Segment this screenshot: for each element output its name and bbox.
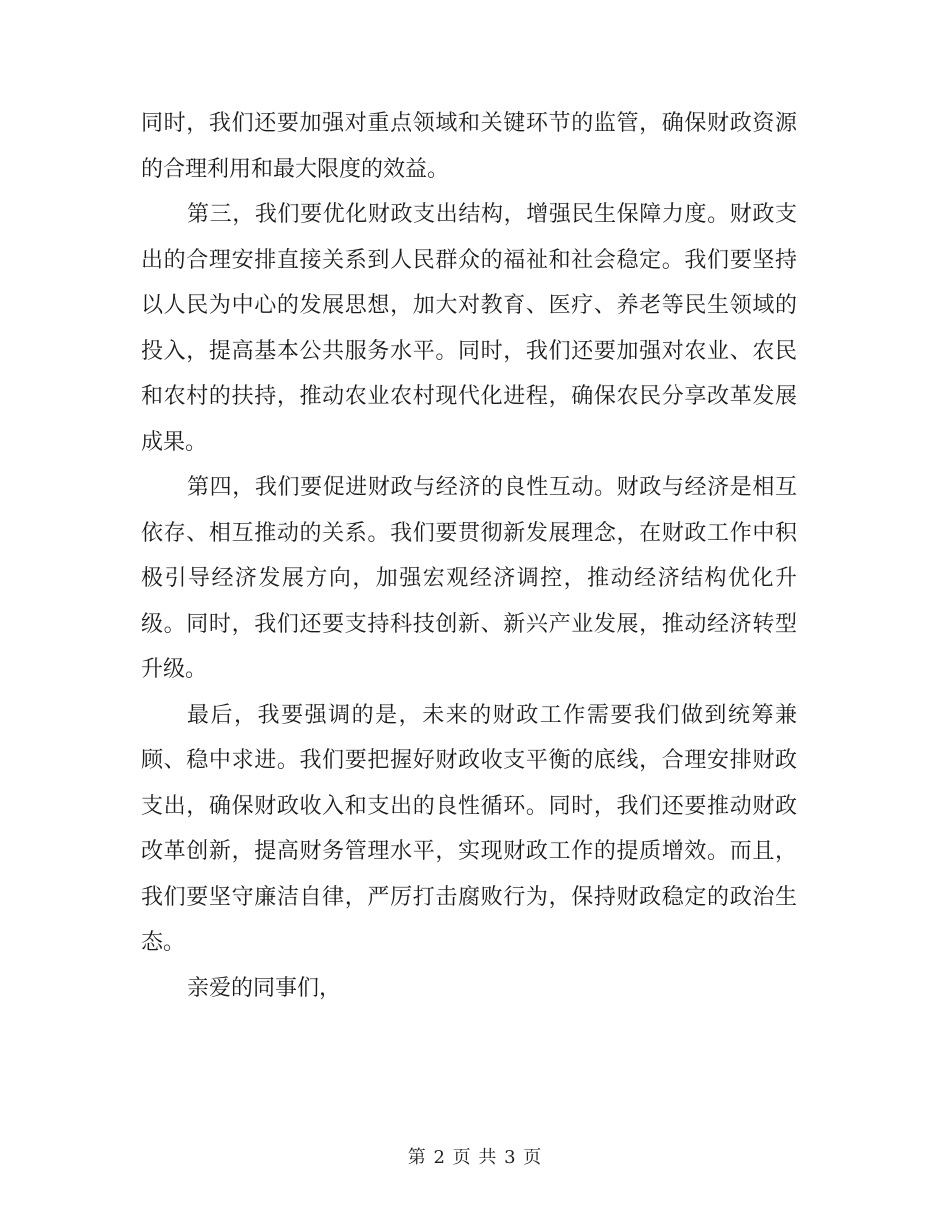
paragraph-salutation: 亲爱的同事们， (187, 975, 342, 1001)
paragraph-continuation: 同时，我们还要加强对重点领域和关键环节的监管，确保财政资源的合理利用和最大限度的效益。 (141, 111, 797, 182)
paragraph-conclusion: 最后，我要强调的是，未来的财政工作需要我们做到统筹兼顾、稳中求进。我们要把握好财政收支平衡的底线，合理安排财政支出，确保财政收入和支出的良性循环。同时，我们还要推动财政改革创新，提高财务管理水平，实现财政工作的提质增效。而且，我们要坚守廉洁自律，严厉打击腐败行为，保持财政稳定的政治生态。 (141, 702, 797, 955)
document-body (141, 101, 797, 1011)
page-number-footer: 第 2 页 共 3 页 (407, 1147, 543, 1168)
paragraph-fourth-point: 第四，我们要促进财政与经济的良性互动。财政与经济是相互依存、相互推动的关系。我们要贯彻新发展理念，在财政工作中积极引导经济发展方向，加强宏观经济调控，推动经济结构优化升级。同时，我们还要支持科技创新、新兴产业发展，推动经济转型升级。 (141, 475, 797, 682)
paragraph-third-point: 第三，我们要优化财政支出结构，增强民生保障力度。财政支出的合理安排直接关系到人民群众的福祉和社会稳定。我们要坚持以人民为中心的发展思想，加大对教育、医疗、养老等民生领域的投入，提高基本公共服务水平。同时，我们还要加强对农业、农民和农村的扶持，推动农业农村现代化进程，确保农民分享改革发展成果。 (141, 202, 797, 455)
